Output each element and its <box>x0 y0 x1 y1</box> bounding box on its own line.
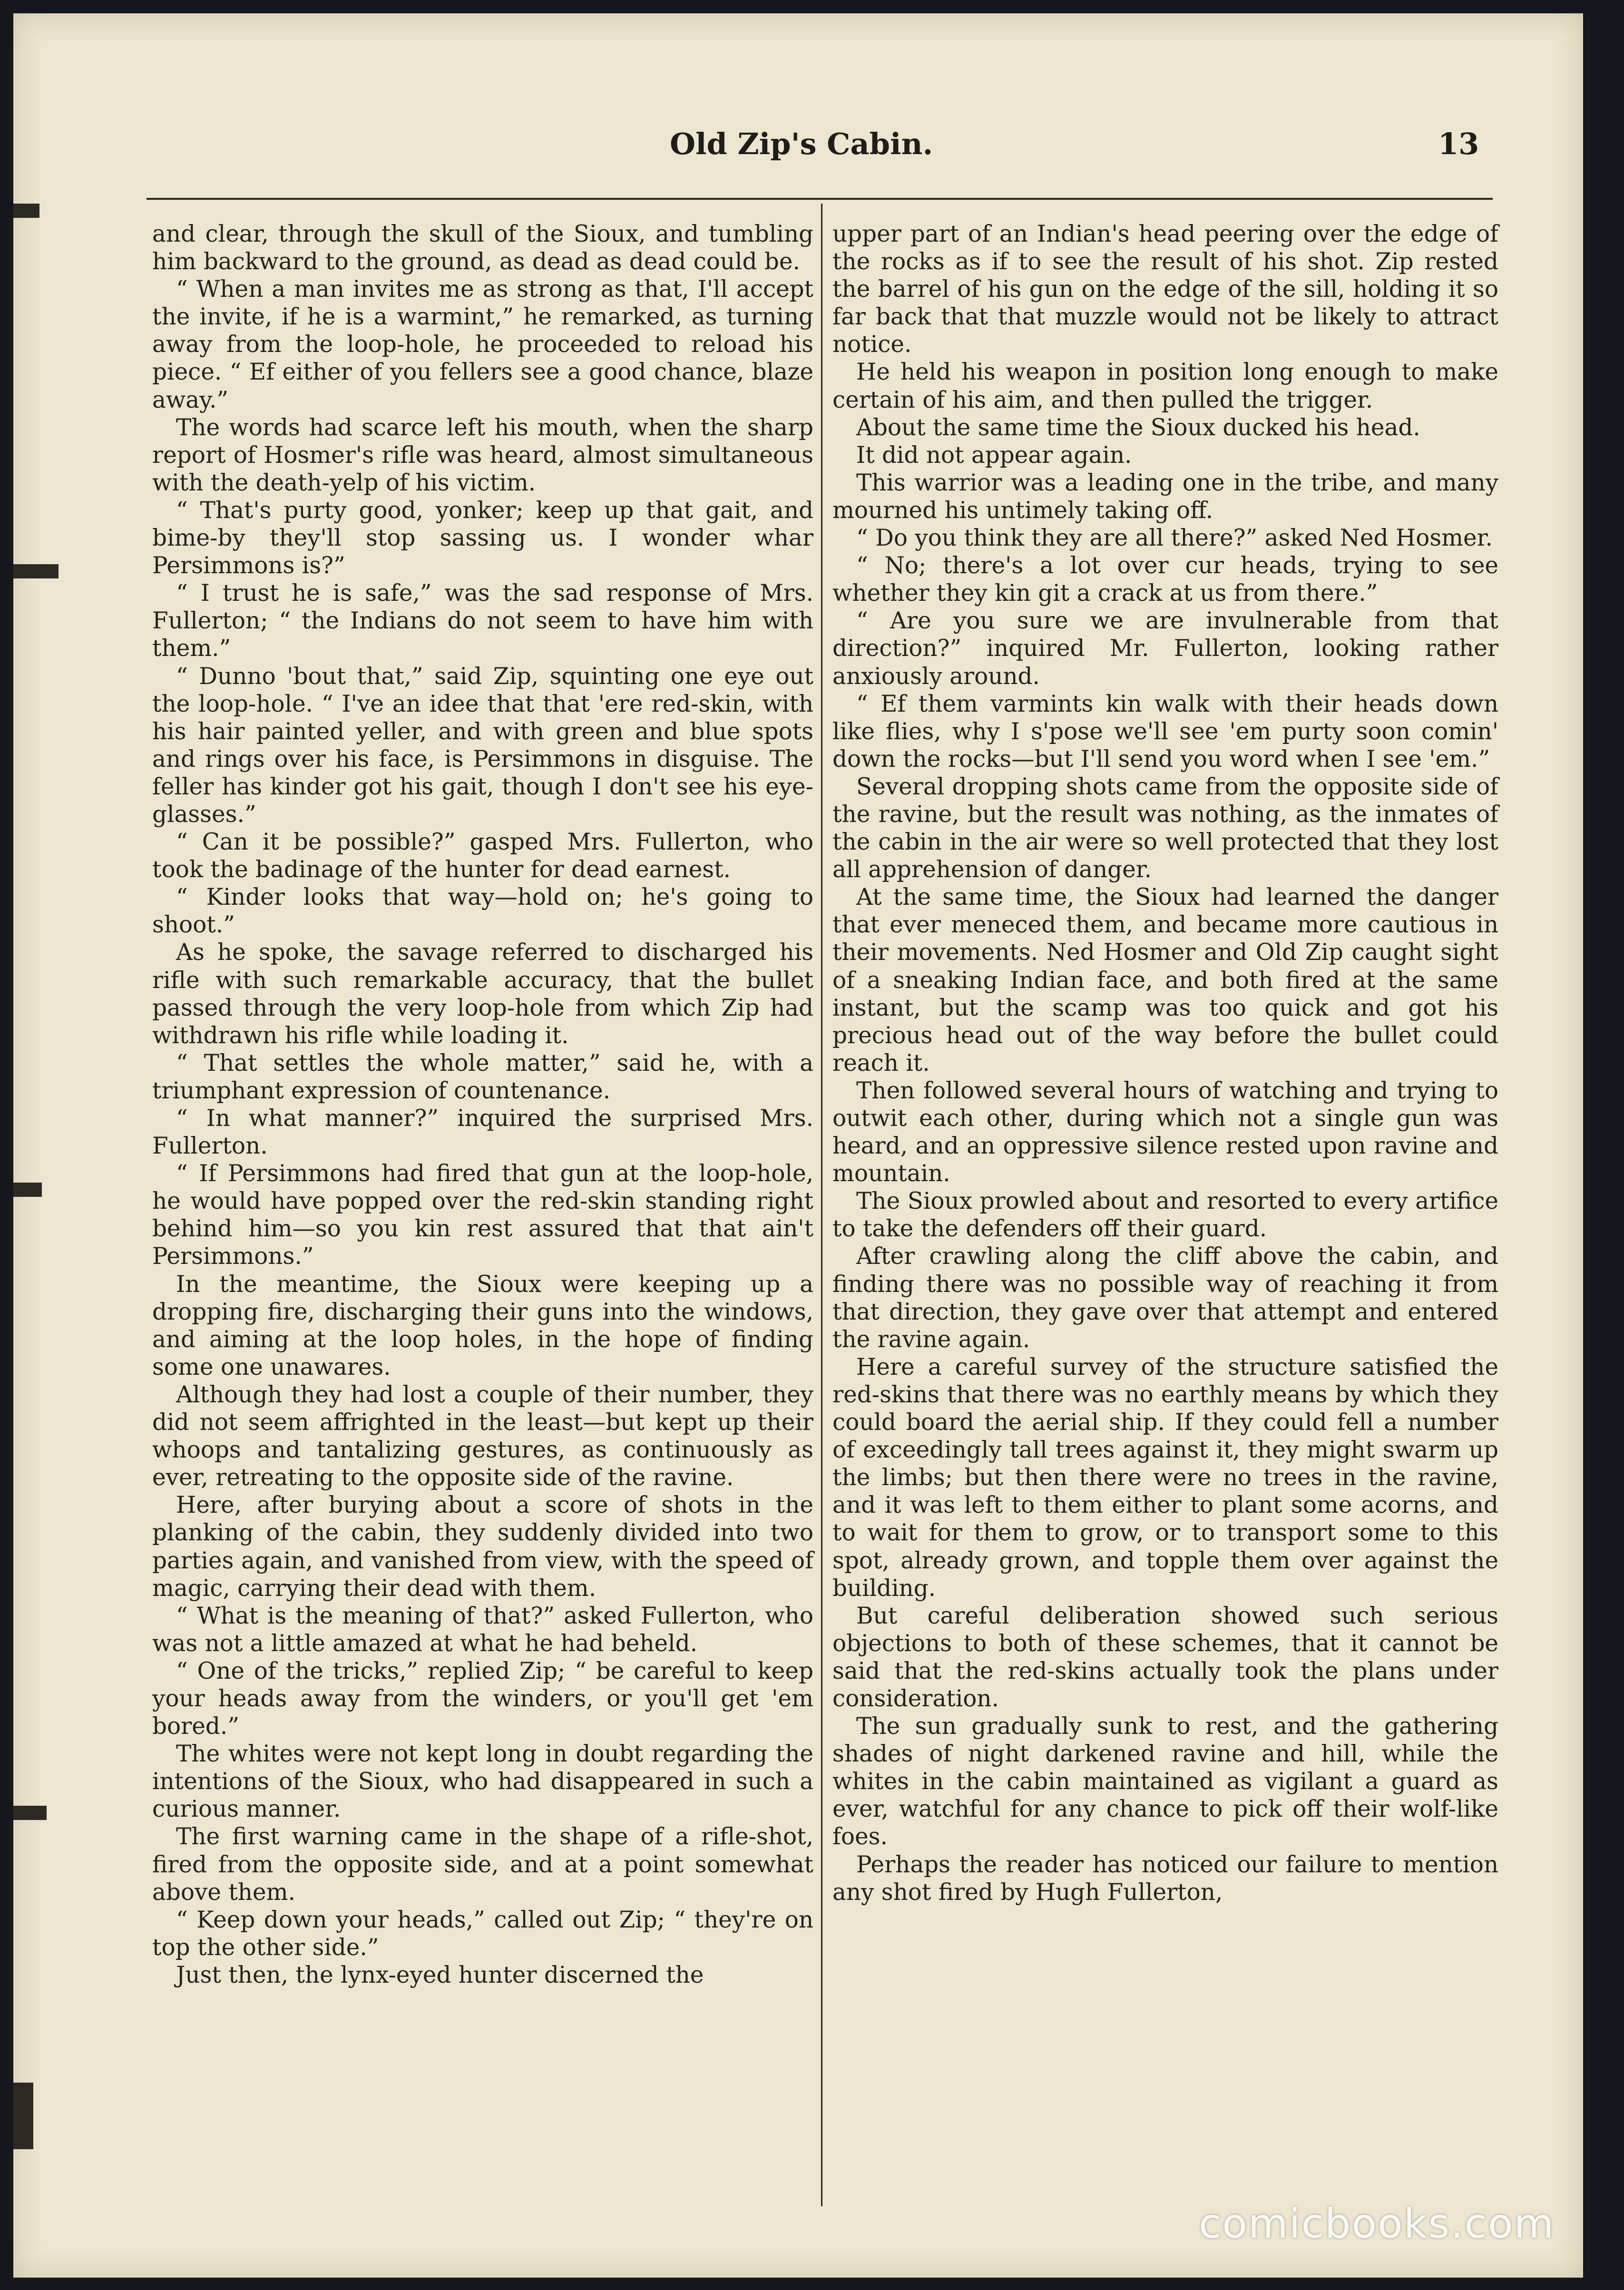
paragraph: The sun gradually sunk to rest, and the gathering shades of night darkened ravine and hill, while the whites in the cabin maintained as vigilant a guard as ever, watchful for any chance to pick off their wolf-like foes. <box>832 1713 1498 1850</box>
paragraph: “ Can it be possible?” gasped Mrs. Fullerton, who took the badinage of the hunter for dead earnest. <box>152 829 813 883</box>
binding-mark <box>13 564 59 578</box>
paragraph: “ Are you sure we are invulnerable from that direction?” inquired Mr. Fullerton, looking rather anxiously around. <box>832 607 1498 690</box>
paragraph: About the same time the Sioux ducked his head. <box>856 414 1420 441</box>
binding-mark <box>13 204 39 218</box>
paragraph: Perhaps the reader has noticed our failure to mention any shot fired by Hugh Fullerton, <box>832 1851 1498 1906</box>
paragraph: “ In what manner?” inquired the surprised Mrs. Fullerton. <box>152 1105 813 1160</box>
paragraph: The first warning came in the shape of a rifle-shot, fired from the opposite side, and at a point somewhat above them. <box>152 1823 813 1906</box>
book-page <box>13 13 1583 2278</box>
page-title: Old Zip's Cabin. <box>670 127 933 161</box>
binding-mark <box>13 1806 47 1820</box>
paragraph: Here a careful survey of the structure satisfied the red-skins that there was no earthly means by which they could board the aerial ship. If they could fell a number of exceedingly tall trees against it, they might swarm up the limbs; but then there were no trees in the ravine, and it was left to them either to plant some acorns, and to wait for them to grow, or to transport some to this spot, already grown, and topple them over against the building. <box>832 1353 1498 1602</box>
paragraph: “ Dunno 'bout that,” said Zip, squinting one eye out the loop-hole. “ I've an idee that that 'ere red-skin, with his hair painted yeller, and with green and blue spots and rings over his face, is Persimmons in disguise. The feller has kinder got his gait, though I don't see his eye-glasses.” <box>152 663 813 828</box>
right-column <box>832 220 1498 1906</box>
paragraph: In the meantime, the Sioux were keeping up a dropping fire, discharging their guns into the windows, and aiming at the loop holes, in the hope of finding some one unawares. <box>152 1271 813 1380</box>
paragraph: The words had scarce left his mouth, when the sharp report of Hosmer's rifle was heard, almost simultaneous with the death-yelp of his victim. <box>152 414 813 496</box>
paragraph: “ No; there's a lot over cur heads, trying to see whether they kin git a crack at us from there.” <box>832 552 1498 607</box>
binding-mark <box>13 1183 42 1197</box>
paragraph: “ When a man invites me as strong as that, I'll accept the invite, if he is a warmint,” he remarked, as turning away from the loop-hole, he proceeded to reload his piece. “ Ef either of you fellers see a good chance, blaze away.” <box>152 276 813 413</box>
paragraph: upper part of an Indian's head peering over the edge of the rocks as if to see the result of his shot. Zip rested the barrel of his gun on the edge of the sill, holding it so far back that that muzzle would not be likely to attract notice. <box>832 221 1498 358</box>
paragraph: But careful deliberation showed such serious objections to both of these schemes, that it cannot be said that the red-skins actually took the plans under consideration. <box>832 1602 1498 1712</box>
paragraph: “ Do you think they are all there?” asked Ned Hosmer. <box>856 525 1493 552</box>
paragraph: This warrior was a leading one in the tribe, and many mourned his untimely taking off. <box>832 469 1498 524</box>
paragraph: “ That settles the whole matter,” said he, with a triumphant expression of countenance. <box>152 1049 813 1104</box>
paragraph: After crawling along the cliff above the cabin, and finding there was no possible way of reaching it from that direction, they gave over that attempt and entered the ravine again. <box>832 1243 1498 1353</box>
paragraph: At the same time, the Sioux had learned the danger that ever meneced them, and became more cautious in their movements. Ned Hosmer and Old Zip caught sight of a sneaking Indian face, and both fired at the same instant, but the scamp was too quick and got his precious head out of the way before the bullet could reach it. <box>832 884 1498 1076</box>
paragraph: and clear, through the skull of the Sioux, and tumbling him backward to the ground, as dead as dead could be. <box>152 221 813 275</box>
paragraph: Here, after burying about a score of shots in the planking of the cabin, they suddenly divided into two parties again, and vanished from view, with the speed of magic, carrying their dead with them. <box>152 1492 813 1602</box>
paragraph: Just then, the lynx-eyed hunter discerned the <box>176 1961 704 1988</box>
paragraph: The whites were not kept long in doubt regarding the intentions of the Sioux, who had disappeared in such a curious manner. <box>152 1741 813 1823</box>
binding-mark <box>13 2083 33 2149</box>
left-column <box>152 220 813 1989</box>
page-inner <box>13 13 1583 2278</box>
paragraph: He held his weapon in position long enough to make certain of his aim, and then pulled the trigger. <box>832 359 1498 413</box>
header-rule <box>147 198 1493 200</box>
paragraph: “ If Persimmons had fired that gun at the loop-hole, he would have popped over the red-skin standing right behind him—so you kin rest assured that that ain't Persimmons.” <box>152 1160 813 1270</box>
paragraph: As he spoke, the savage referred to discharged his rifle with such remarkable accuracy, that the bullet passed through the very loop-hole from which Zip had withdrawn his rifle while loading it. <box>152 939 813 1049</box>
watermark: comicbooks.com <box>1199 2200 1555 2248</box>
paragraph: “ Keep down your heads,” called out Zip; “ they're on top the other side.” <box>152 1906 813 1961</box>
paragraph: Although they had lost a couple of their number, they did not seem affrighted in the least—but kept up their whoops and tantalizing gestures, as continuously as ever, retreating to the opposite side of the ravine. <box>152 1381 813 1491</box>
paragraph: “ That's purty good, yonker; keep up that gait, and bime-by they'll stop sassing us. I wonder whar Persimmons is?” <box>152 497 813 579</box>
column-divider <box>821 204 822 2206</box>
paragraph: Several dropping shots came from the opposite side of the ravine, but the result was nothing, as the inmates of the cabin in the air were so well protected that they lost all apprehension of danger. <box>832 773 1498 883</box>
page-number: 13 <box>1438 127 1479 161</box>
paragraph: The Sioux prowled about and resorted to every artifice to take the defenders off their guard. <box>832 1188 1498 1243</box>
paragraph: It did not appear again. <box>856 441 1132 469</box>
paragraph: “ Kinder looks that way—hold on; he's going to shoot.” <box>152 884 813 939</box>
paragraph: Then followed several hours of watching and trying to outwit each other, during which not a single gun was heard, and an oppressive silence rested upon ravine and mountain. <box>832 1077 1498 1187</box>
paragraph: “ I trust he is safe,” was the sad response of Mrs. Fullerton; “ the Indians do not seem to have him with them.” <box>152 580 813 662</box>
paragraph: “ One of the tricks,” replied Zip; “ be careful to keep your heads away from the winders, or you'll get 'em bored.” <box>152 1657 813 1740</box>
paragraph: “ What is the meaning of that?” asked Fullerton, who was not a little amazed at what he had beheld. <box>152 1602 813 1657</box>
paragraph: “ Ef them varmints kin walk with their heads down like flies, why I s'pose we'll see 'em purty soon comin' down the rocks—but I'll send you word when I see 'em.” <box>832 690 1498 773</box>
